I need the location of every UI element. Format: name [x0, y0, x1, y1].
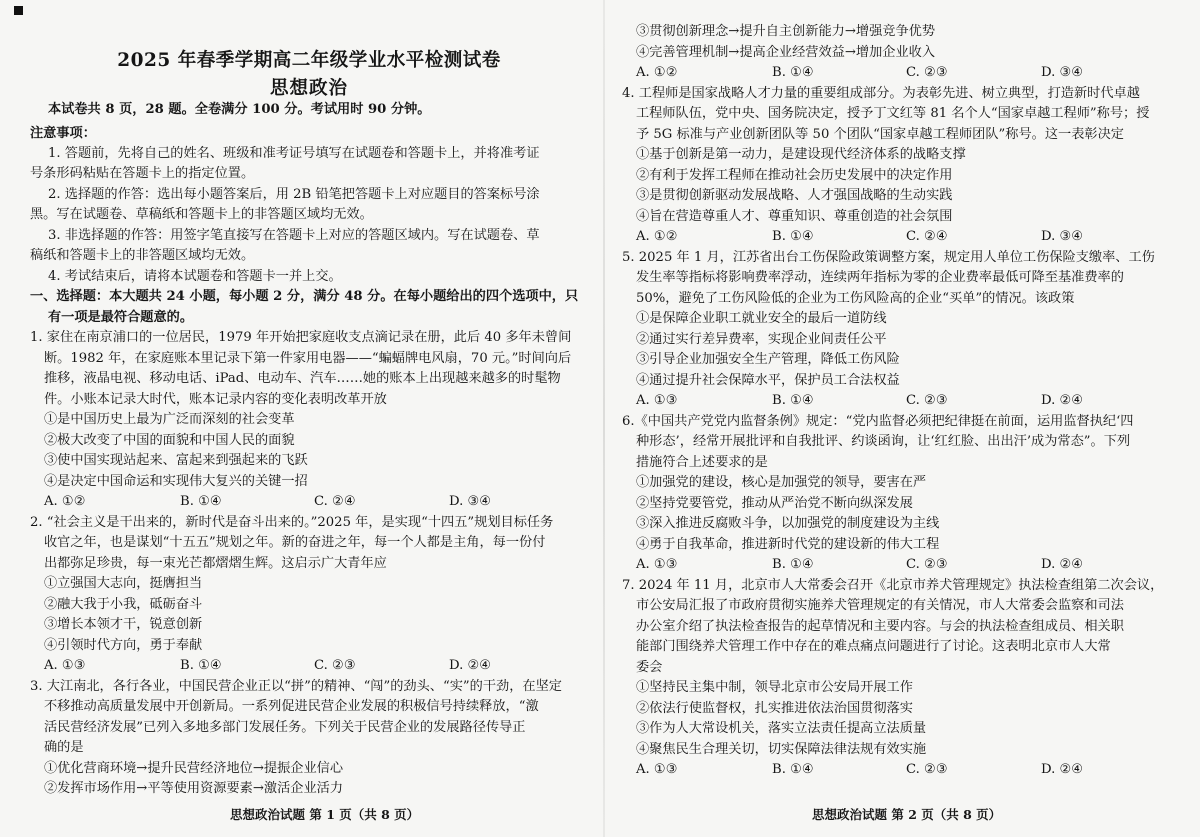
q3-stem: 不移推动高质量发展中开创新局。一系列促进民营企业发展的积极信号持续释放，“激 [44, 699, 539, 714]
q2-stem: 出都弥足珍贵，每一束光芒都熠熠生辉。这启示广大青年应 [44, 556, 387, 571]
option-d: D. ②④ [1041, 393, 1084, 408]
option-a: A. ①③ [636, 393, 678, 408]
option-d: D. ③④ [449, 494, 492, 509]
option-b: B. ①④ [772, 393, 814, 408]
option-d: D. ②④ [449, 658, 492, 673]
q7-stem: 7. 2024 年 11 月，北京市人大常委会召开《北京市养犬管理规定》执法检查组第二次会议， [622, 578, 1164, 593]
note-line: 黑。写在试题卷、草稿纸和答题卡上的非答题区域均无效。 [30, 207, 373, 222]
note-line: 1. 答题前，先将自己的姓名、班级和准考证号填写在试题卷和答题卡上，并将准考证 [48, 146, 540, 161]
option-a: A. ①② [636, 229, 678, 244]
option-b: B. ①④ [772, 229, 814, 244]
page-footer: 思想政治试题 第 1 页（共 8 页） [230, 807, 420, 822]
q4-item: ④旨在营造尊重人才、尊重知识、尊重创造的社会氛围 [636, 209, 953, 224]
q7-item: ③作为人大常设机关，落实立法责任提高立法质量 [636, 721, 927, 736]
q6-item: ②坚持党要管党，推动从严治党不断向纵深发展 [636, 496, 913, 511]
q1-item: ②极大改变了中国的面貌和中国人民的面貌 [44, 433, 295, 448]
option-b: B. ①④ [772, 65, 814, 80]
note-line: 2. 选择题的作答：选出每小题答案后，用 2B 铅笔把答题卡上对应题目的答案标号涂 [48, 187, 540, 202]
q7-stem: 办公室介绍了执法检查报告的起草情况和主要内容。与会的执法检查组成员、相关职 [636, 619, 1124, 634]
section-heading: 一、选择题：本大题共 24 小题，每小题 2 分，满分 48 分。在每小题给出的四个选项中，只 [30, 289, 579, 304]
q7-stem: 委会 [636, 660, 663, 675]
q6-item: ③深入推进反腐败斗争，以加强党的制度建设为主线 [636, 516, 940, 531]
page-1 [30, 0, 588, 837]
q3-item: ③贯彻创新理念→提升自主创新能力→增强竞争优势 [636, 24, 936, 39]
q6-stem: 6.《中国共产党党内监督条例》规定：“党内监督必须把纪律挺在前面，运用监督执纪‘四 [622, 414, 1134, 429]
q2-item: ④引领时代方向，勇于奉献 [44, 638, 203, 653]
q1-item: ④是决定中国命运和实现伟大复兴的关键一招 [44, 474, 308, 489]
q4-stem: 工程师队伍，党中央、国务院决定，授予丁文红等 81 名个人“国家卓越工程师”称号；授 [636, 106, 1150, 121]
q5-stem: 发生率等指标将影响费率浮动，连续两年指标为零的企业费率最低可降至基准费率的 [636, 270, 1124, 285]
q2-stem: 收官之年，也是谋划“十五五”规划之年。新的奋进之年，每一个人都是主角，每一份付 [44, 535, 546, 550]
q3-stem: 确的是 [44, 740, 84, 755]
note-line: 稿纸和答题卡上的非答题区域均无效。 [30, 248, 255, 263]
q6-stem: 种形态’，经常开展批评和自我批评、约谈函询，让‘红红脸、出出汗’成为常态”。下列 [636, 434, 1131, 449]
q1-item: ①是中国历史上最为广泛而深刻的社会变革 [44, 412, 295, 427]
option-a: A. ①② [44, 494, 86, 509]
q4-item: ③是贯彻创新驱动发展战略、人才强国战略的生动实践 [636, 188, 953, 203]
option-a: A. ①③ [636, 557, 678, 572]
q2-item: ③增长本领才干，锐意创新 [44, 617, 203, 632]
option-b: B. ①④ [772, 762, 814, 777]
corner-registration-mark [14, 6, 23, 15]
q5-item: ④通过提升社会保障水平，保护员工合法权益 [636, 373, 900, 388]
exam-subject: 思想政治 [269, 78, 348, 99]
option-b: B. ①④ [772, 557, 814, 572]
note-line: 4. 考试结束后，请将本试题卷和答题卡一并上交。 [48, 269, 342, 284]
q6-stem: 措施符合上述要求的是 [636, 455, 768, 470]
q5-item: ③引导企业加强安全生产管理，降低工伤风险 [636, 352, 900, 367]
q7-item: ①坚持民主集中制，领导北京市公安局开展工作 [636, 680, 913, 695]
q4-stem: 予 5G 标准与产业创新团队等 50 个团队“国家卓越工程师团队”称号。这一表彰决定 [636, 127, 1124, 142]
q4-item: ①基于创新是第一动力，是建设现代经济体系的战略支撑 [636, 147, 966, 162]
q4-stem: 4. 工程师是国家战略人才力量的重要组成部分。为表彰先进、树立典型，打造新时代卓越 [622, 86, 1140, 101]
q6-item: ①加强党的建设，核心是加强党的领导，要害在严 [636, 475, 927, 490]
q5-item: ①是保障企业职工就业安全的最后一道防线 [636, 311, 887, 326]
exam-info: 本试卷共 8 页，28 题。全卷满分 100 分。考试用时 90 分钟。 [48, 102, 431, 117]
q7-stem: 市公安局汇报了市政府贯彻实施养犬管理规定的有关情况，市人大常委会监察和司法 [636, 598, 1124, 613]
q2-stem: 2. “社会主义是干出来的，新时代是奋斗出来的。”2025 年，是实现“十四五”规划目标任务 [30, 515, 554, 530]
option-c: C. ②④ [314, 494, 356, 509]
option-a: A. ①③ [44, 658, 86, 673]
option-d: D. ③④ [1041, 65, 1084, 80]
q1-stem: 1. 家住在南京浦口的一位居民，1979 年开始把家庭收支点滴记录在册，此后 40 多年未曾间 [30, 330, 572, 345]
option-d: D. ②④ [1041, 762, 1084, 777]
q7-item: ②依法行使监督权，扎实推进依法治国贯彻落实 [636, 701, 913, 716]
q3-item: ④完善管理机制→提高企业经营效益→增加企业收入 [636, 45, 936, 60]
q7-stem: 能部门围绕养犬管理工作中存在的难点痛点问题进行了讨论。这表明北京市人大常 [636, 639, 1111, 654]
option-b: B. ①④ [180, 494, 222, 509]
option-d: D. ③④ [1041, 229, 1084, 244]
option-c: C. ②④ [906, 229, 948, 244]
option-c: C. ②③ [314, 658, 356, 673]
page-fold [603, 0, 605, 837]
q3-stem: 活民营经济发展”已列入多地多部门发展任务。下列关于民营企业的发展路径传导正 [44, 720, 526, 735]
q1-stem: 件。小账本记录大时代，账本记录内容的变化表明改革开放 [44, 392, 387, 407]
q4-item: ②有利于发挥工程师在推动社会历史发展中的决定作用 [636, 168, 953, 183]
q5-stem: 5. 2025 年 1 月，江苏省出台工伤保险政策调整方案，规定用人单位工伤保险支缴率、工伤 [622, 250, 1155, 265]
option-c: C. ②③ [906, 762, 948, 777]
option-c: C. ②③ [906, 393, 948, 408]
q3-item: ②发挥市场作用→平等使用资源要素→激活企业活力 [44, 781, 344, 796]
q5-stem: 50%，避免了工伤风险低的企业为工伤风险高的企业“买单”的情况。该政策 [636, 291, 1075, 306]
note-line: 号条形码粘贴在答题卡上的指定位置。 [30, 166, 255, 181]
page-2 [622, 0, 1174, 837]
option-b: B. ①④ [180, 658, 222, 673]
option-a: A. ①② [636, 65, 678, 80]
page-footer: 思想政治试题 第 2 页（共 8 页） [812, 807, 1002, 822]
q5-item: ②通过实行差异费率，实现企业间责任公平 [636, 332, 887, 347]
q1-stem: 断。1982 年，在家庭账本里记录下第一件家用电器——“蝙蝠牌电风扇，70 元。”时间向后 [44, 351, 572, 366]
option-c: C. ②③ [906, 65, 948, 80]
section-heading: 有一项是最符合题意的。 [48, 310, 194, 325]
q7-item: ④聚焦民生合理关切，切实保障法律法规有效实施 [636, 742, 927, 757]
q3-stem: 3. 大江南北，各行各业，中国民营企业正以“拼”的精神、“闯”的劲头、“实”的干劲，在坚定 [30, 679, 562, 694]
q1-item: ③使中国实现站起来、富起来到强起来的飞跃 [44, 453, 308, 468]
q3-item: ①优化营商环境→提升民营经济地位→提振企业信心 [44, 761, 344, 776]
note-line: 3. 非选择题的作答：用签字笔直接写在答题卡上对应的答题区域内。写在试题卷、草 [48, 228, 540, 243]
notes-title: 注意事项： [30, 126, 96, 141]
q1-stem: 推移，液晶电视、移动电话、iPad、电动车、汽车……她的账本上出现越来越多的时髦物 [44, 371, 561, 386]
q6-item: ④勇于自我革命，推进新时代党的建设新的伟大工程 [636, 537, 940, 552]
option-a: A. ①③ [636, 762, 678, 777]
q2-item: ②融大我于小我，砥砺奋斗 [44, 597, 203, 612]
option-c: C. ②③ [906, 557, 948, 572]
option-d: D. ②④ [1041, 557, 1084, 572]
exam-title: 2025 年春季学期高二年级学业水平检测试卷 [117, 50, 501, 71]
q2-item: ①立强国大志向，挺膺担当 [44, 576, 203, 591]
